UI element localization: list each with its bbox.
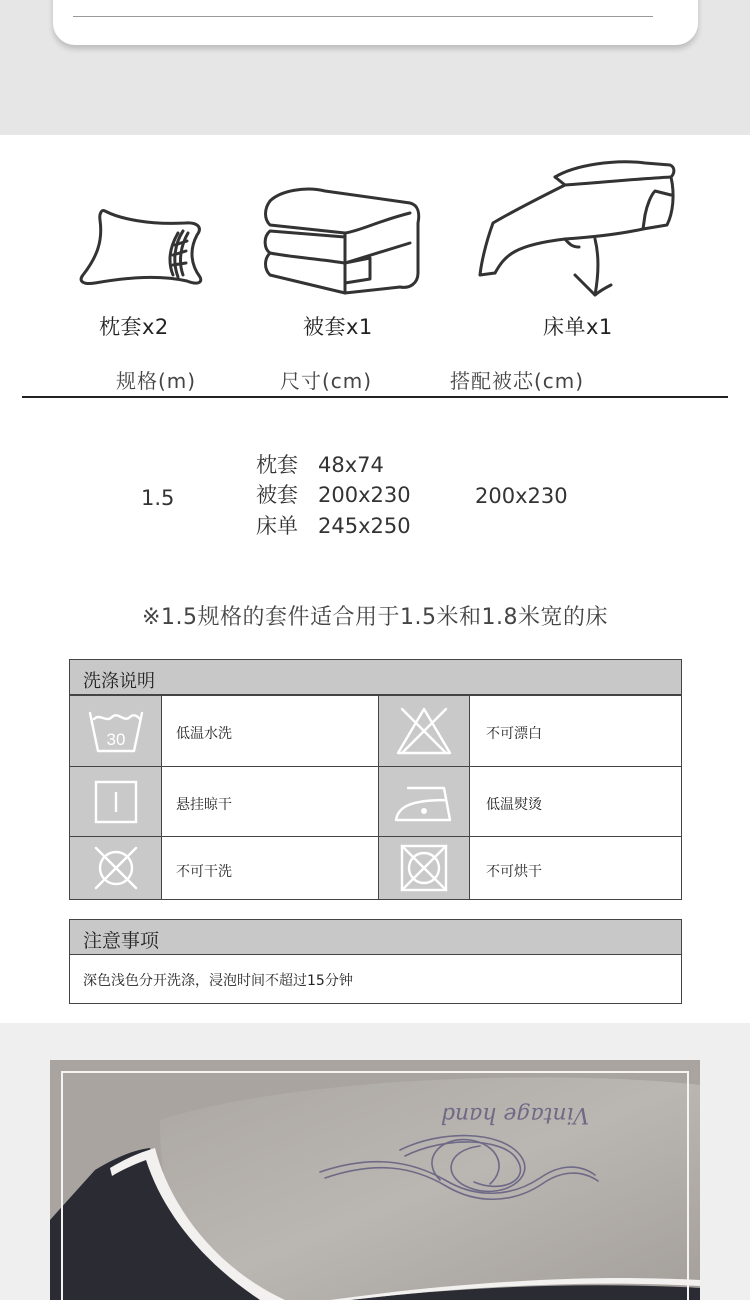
size-row-pillowcase <box>256 449 384 479</box>
wash-text: 不可烘干 <box>486 864 542 880</box>
spec-note: ※1.5规格的套件适合用于1.5米和1.8米宽的床 <box>142 605 608 630</box>
wash-30-icon <box>70 696 162 766</box>
header-size: 尺寸(cm) <box>280 369 373 393</box>
attention-title: 注意事项 <box>70 920 681 955</box>
spec-value: 1.5 <box>141 486 175 510</box>
item-label-duvet-cover: 被套x1 <box>303 315 373 339</box>
duvet-core-value: 200x230 <box>475 484 568 508</box>
low-iron-icon <box>378 767 470 836</box>
item-label-pillowcase: 枕套x2 <box>99 315 169 339</box>
size-name: 枕套 <box>256 453 298 477</box>
wash-row <box>70 766 681 836</box>
product-photo <box>50 1060 700 1300</box>
size-name: 床单 <box>256 514 298 538</box>
size-row-bed-sheet <box>256 510 411 540</box>
no-bleach-icon <box>378 696 470 766</box>
wash-text: 不可干洗 <box>176 864 232 880</box>
header-duvet-core: 搭配被芯(cm) <box>450 369 585 393</box>
size-value: 48x74 <box>318 453 384 477</box>
header-spec: 规格(m) <box>116 369 197 393</box>
size-value: 200x230 <box>318 483 411 507</box>
size-name: 被套 <box>256 483 298 507</box>
wash-title: 洗涤说明 <box>70 660 681 695</box>
wash-row <box>70 695 681 766</box>
top-card <box>53 0 698 45</box>
divider <box>73 16 653 17</box>
folded-duvet-icon <box>260 183 425 302</box>
wash-text: 低温水洗 <box>176 726 232 742</box>
no-dry-clean-icon <box>70 837 162 899</box>
wash-text: 低温熨烫 <box>486 797 542 813</box>
wash-row <box>70 836 681 899</box>
hang-dry-icon <box>70 767 162 836</box>
bed-sheet-icon <box>475 155 680 304</box>
wash-text: 悬挂晾干 <box>176 797 232 813</box>
wash-text: 不可漂白 <box>486 726 542 742</box>
svg-text:30: 30 <box>106 730 125 749</box>
attention-text: 深色浅色分开洗涤，浸泡时间不超过15分钟 <box>83 973 353 989</box>
attention-box <box>69 919 682 1004</box>
no-tumble-dry-icon <box>378 837 470 899</box>
header-rule <box>22 396 728 398</box>
wash-instructions-table <box>69 659 682 900</box>
pillow-icon <box>75 205 210 294</box>
svg-text:Vintage hand: Vintage hand <box>440 1102 590 1127</box>
size-value: 245x250 <box>318 514 411 538</box>
top-banner <box>0 0 750 135</box>
size-row-duvet-cover <box>256 479 411 509</box>
item-label-bed-sheet: 床单x1 <box>543 315 613 339</box>
